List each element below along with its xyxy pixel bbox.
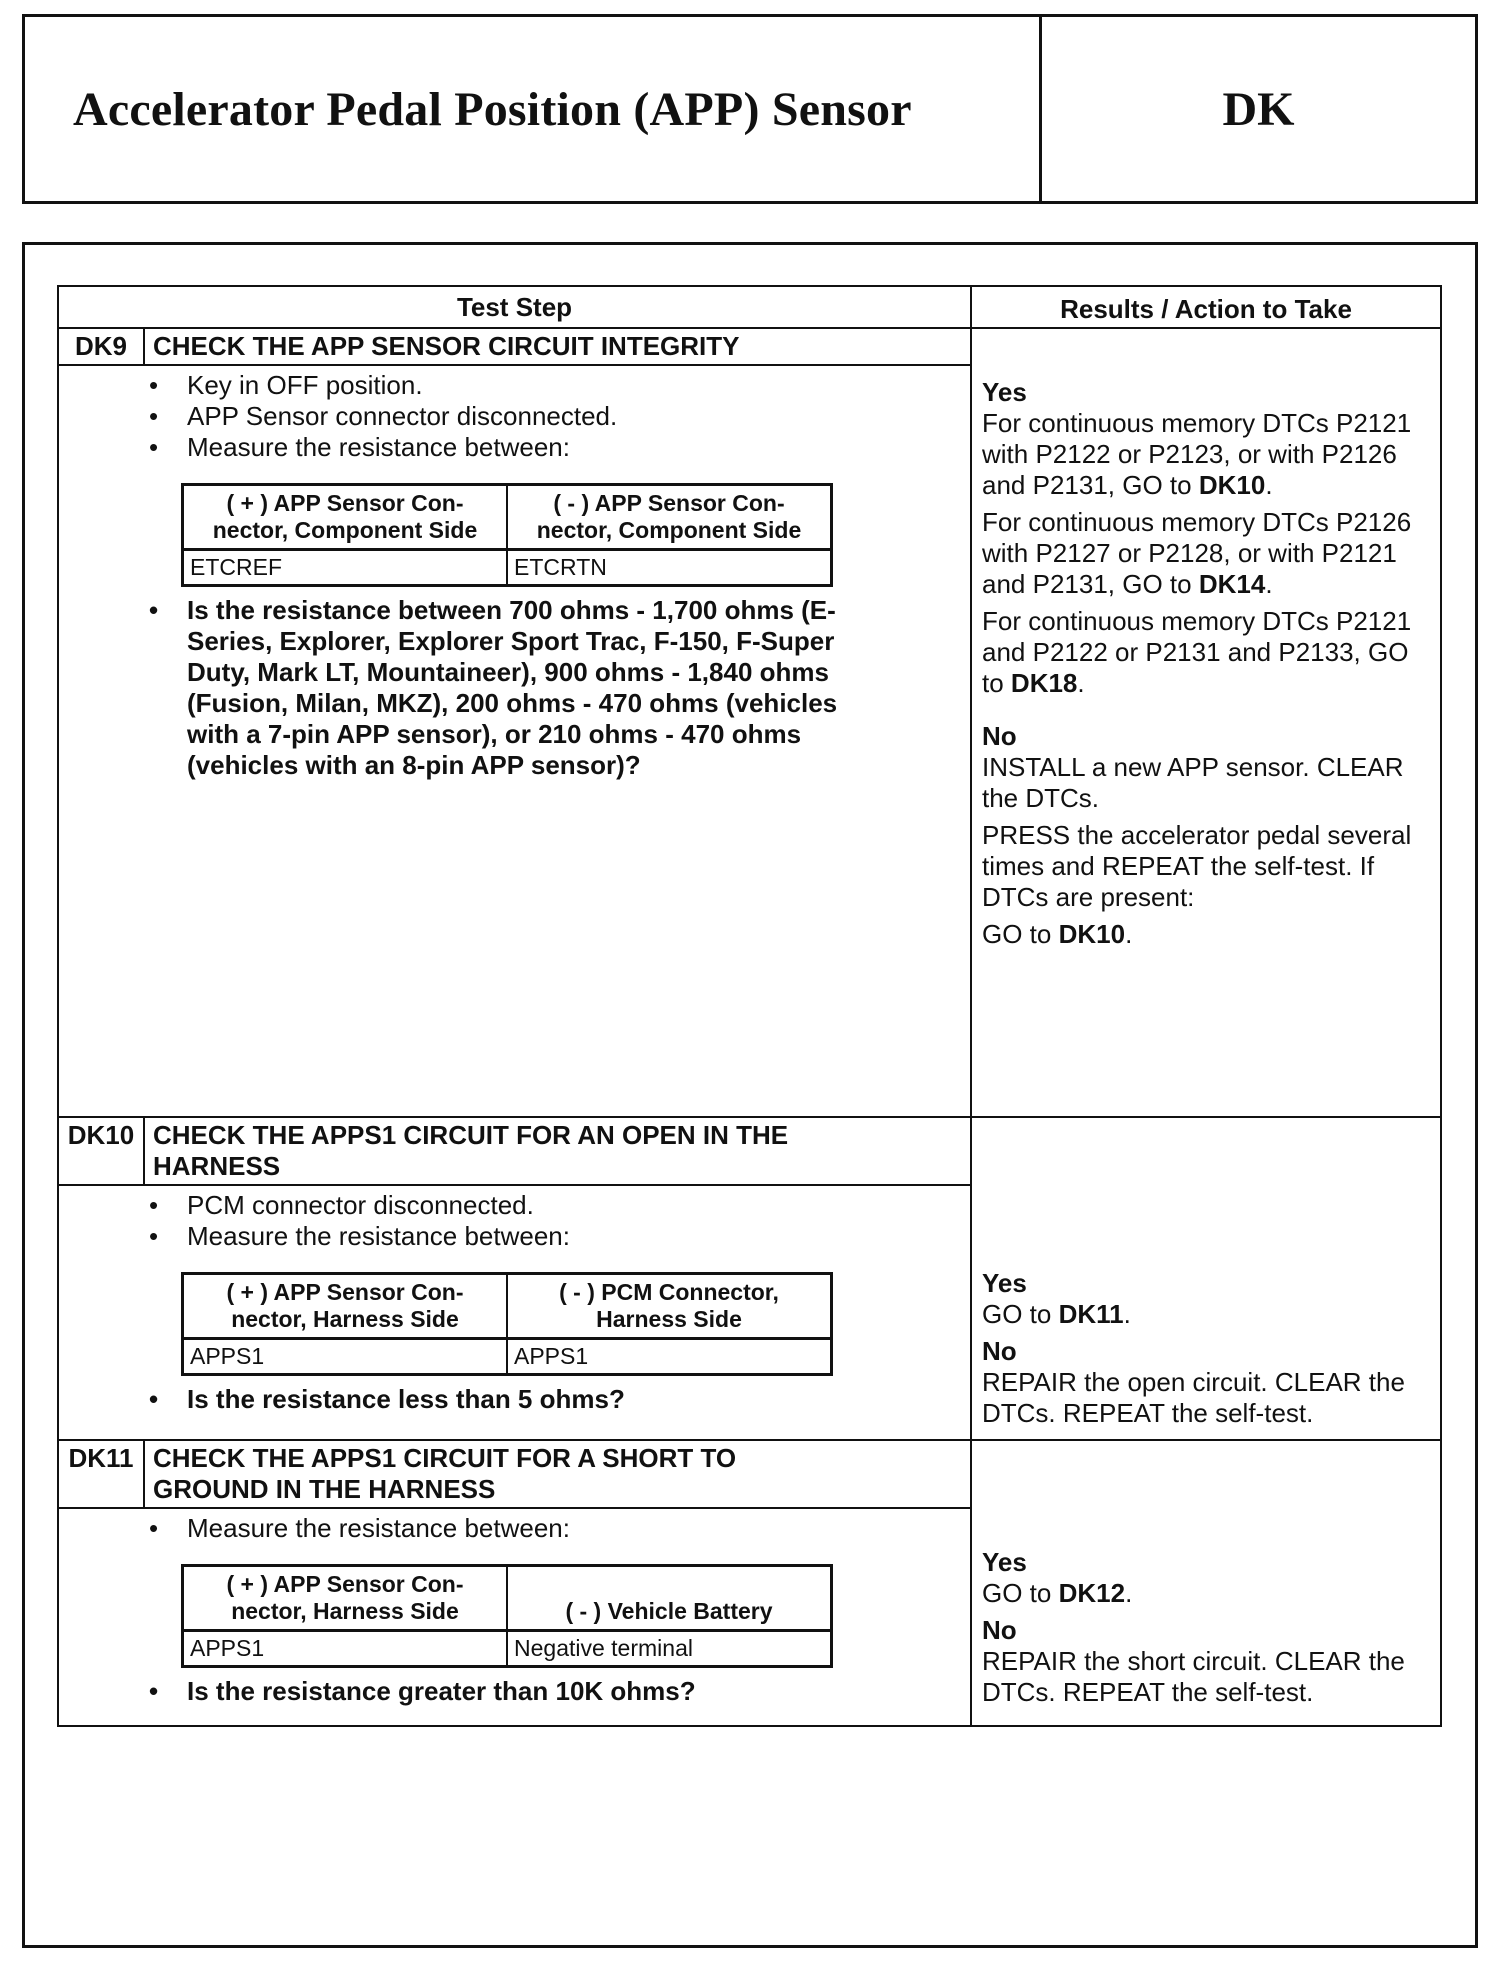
result-text: GO to DK12.: [982, 1578, 1133, 1608]
step-id: DK10: [59, 1118, 145, 1184]
result-text: For continuous memory DTCs P2121 with P2122 or P2123, or with P2126 and P2131, GO to DK10.: [982, 408, 1412, 500]
result-text: PRESS the accelerator pedal several times and REPEAT the self-test. If DTCs are present:: [982, 820, 1412, 912]
result-text: For continuous memory DTCs P2126 with P2127 or P2128, or with P2121 and P2131, GO to DK14.: [982, 507, 1412, 599]
step-title: CHECK THE APPS1 CIRCUIT FOR A SHORT TO GROUND IN THE HARNESS: [153, 1443, 737, 1504]
section-code: DK: [1222, 82, 1295, 136]
step-title: CHECK THE APP SENSOR CIRCUIT INTEGRITY: [153, 331, 740, 361]
result-text: GO to DK11.: [982, 1299, 1131, 1329]
question-list: [149, 1384, 970, 1415]
table-header-row: [58, 286, 1441, 328]
list-item: • APP Sensor connector disconnected.: [149, 401, 970, 432]
step-id: DK9: [59, 329, 145, 364]
connector-table: [181, 483, 833, 587]
no-label: No: [982, 1336, 1017, 1366]
step-id: DK11: [59, 1441, 145, 1507]
bullet-list: [149, 1190, 970, 1252]
test-step-cell: [58, 328, 971, 1117]
negative-lead-value: ETCRTN: [507, 550, 832, 586]
step-header: [59, 329, 970, 366]
test-step-cell: [58, 1440, 971, 1726]
yes-label: Yes: [982, 1268, 1027, 1298]
results-header: Results / Action to Take: [971, 286, 1441, 328]
negative-lead-header: ( - ) Vehicle Battery: [507, 1566, 832, 1631]
result-text: GO to DK10.: [982, 919, 1133, 949]
diagnostic-table: [57, 285, 1442, 1727]
negative-lead-value: APPS1: [507, 1339, 832, 1375]
positive-lead-value: APPS1: [183, 1631, 508, 1667]
result-cell: [971, 328, 1441, 1117]
question: • Is the resistance less than 5 ohms?: [149, 1384, 970, 1415]
question: • Is the resistance between 700 ohms - 1,700 ohms (E-Series, Explorer, Explorer Sport Trac, F-150, F-Super Duty, Mark LT, Mountaineer), 900 ohms - 1,840 ohms (Fusion, Milan, MKZ), 200 ohms - 470 ohms (vehicles with a 7-pin APP sensor), or 210 ohms - 470 ohms (vehicles with an 8-pin APP sensor)?: [149, 595, 970, 781]
yes-label: Yes: [982, 377, 1027, 407]
goto-target[interactable]: DK11: [1058, 1299, 1124, 1329]
negative-lead-header: ( - ) PCM Connector, Harness Side: [507, 1274, 832, 1339]
positive-lead-header: ( + ) APP Sensor Con- nector, Harness Side: [183, 1274, 508, 1339]
no-label: No: [982, 1615, 1017, 1645]
no-label: No: [982, 721, 1017, 751]
test-step-cell: [58, 1117, 971, 1440]
list-item: • Measure the resistance between:: [149, 1513, 970, 1544]
step-row-dk11: [58, 1440, 1441, 1726]
bullet-list: [149, 370, 970, 463]
bullet-list: [149, 1513, 970, 1544]
result-text: REPAIR the short circuit. CLEAR the DTCs. REPEAT the self-test.: [982, 1646, 1405, 1707]
page-header: [22, 14, 1478, 204]
result-body: [972, 329, 1440, 960]
connector-table: [181, 1564, 833, 1668]
goto-target[interactable]: DK10: [1198, 470, 1266, 500]
negative-lead-value: Negative terminal: [507, 1631, 832, 1667]
page-title: Accelerator Pedal Position (APP) Sensor: [25, 17, 1042, 201]
result-text: INSTALL a new APP sensor. CLEAR the DTCs.: [982, 752, 1404, 813]
positive-lead-value: ETCREF: [183, 550, 508, 586]
step-title: CHECK THE APPS1 CIRCUIT FOR AN OPEN IN THE HARNESS: [153, 1120, 789, 1181]
list-item: • PCM connector disconnected.: [149, 1190, 970, 1221]
goto-target[interactable]: DK12: [1058, 1578, 1126, 1608]
step-body: [59, 366, 970, 785]
question-list: [149, 1676, 970, 1707]
result-cell: [971, 1117, 1441, 1440]
list-item: • Key in OFF position.: [149, 370, 970, 401]
step-row-dk9: [58, 328, 1441, 1117]
step-body: [59, 1186, 970, 1419]
yes-label: Yes: [982, 1547, 1027, 1577]
goto-target[interactable]: DK14: [1198, 569, 1266, 599]
question-list: [149, 595, 970, 781]
page-frame: [22, 242, 1478, 1948]
test-step-header: Test Step: [58, 286, 971, 328]
connector-table: [181, 1272, 833, 1376]
result-text: REPAIR the open circuit. CLEAR the DTCs. REPEAT the self-test.: [982, 1367, 1405, 1428]
positive-lead-header: ( + ) APP Sensor Con- nector, Component Side: [183, 485, 508, 550]
question: • Is the resistance greater than 10K ohms?: [149, 1676, 970, 1707]
positive-lead-header: ( + ) APP Sensor Con- nector, Harness Side: [183, 1566, 508, 1631]
step-row-dk10: [58, 1117, 1441, 1440]
list-item: • Measure the resistance between:: [149, 1221, 970, 1252]
result-cell: [971, 1440, 1441, 1726]
step-header: [59, 1118, 970, 1186]
result-body: [972, 1441, 1440, 1718]
goto-target[interactable]: DK10: [1058, 919, 1126, 949]
step-header: [59, 1441, 970, 1509]
result-body: [972, 1118, 1440, 1439]
positive-lead-value: APPS1: [183, 1339, 508, 1375]
negative-lead-header: ( - ) APP Sensor Con- nector, Component Side: [507, 485, 832, 550]
list-item: • Measure the resistance between:: [149, 432, 970, 463]
result-text: For continuous memory DTCs P2121 and P2122 or P2131 and P2133, GO to DK18.: [982, 606, 1412, 698]
step-body: [59, 1509, 970, 1711]
goto-target[interactable]: DK18: [1010, 668, 1078, 698]
